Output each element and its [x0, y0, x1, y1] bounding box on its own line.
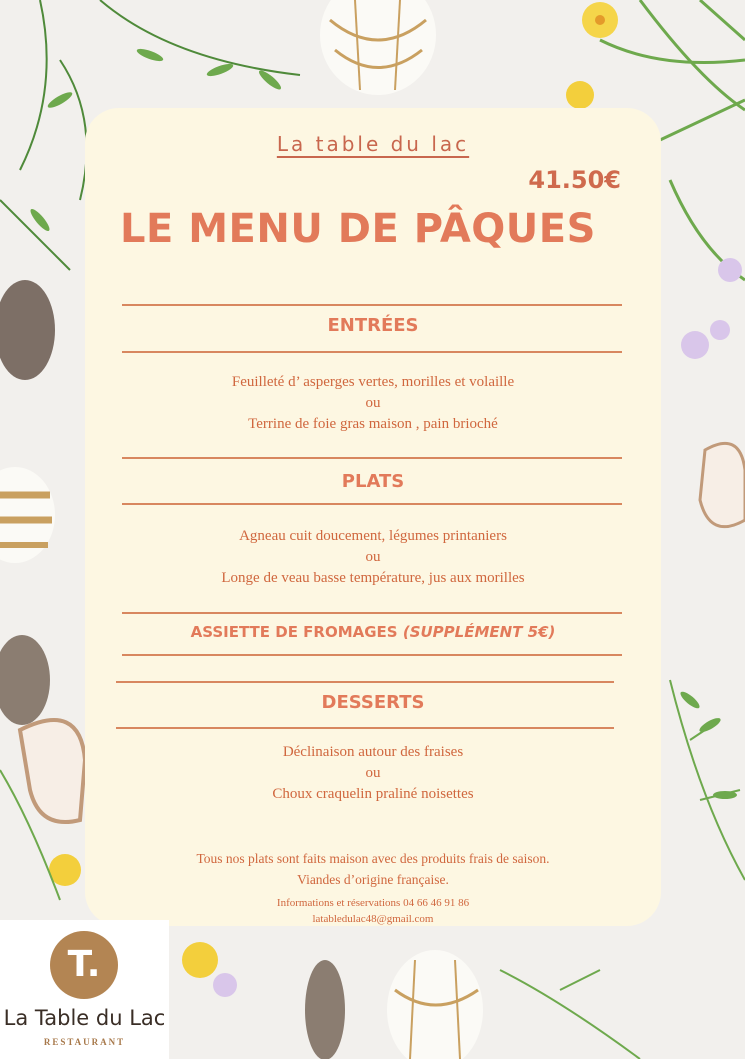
divider	[122, 351, 622, 353]
fromages-label: ASSIETTE DE FROMAGES	[190, 623, 398, 641]
footer-email: latabledulac48@gmail.com	[312, 913, 434, 925]
logo-subtitle: RESTAURANT	[43, 1037, 126, 1047]
divider	[122, 654, 622, 656]
bunny-cookie-icon	[700, 443, 745, 526]
restaurant-logo	[0, 920, 169, 1059]
menu-title: LE MENU DE PÂQUES	[120, 206, 596, 252]
fromages-supplement: (SUPPLÉMENT 5€)	[402, 623, 556, 641]
dish-separator: ou	[365, 765, 381, 781]
footer-note: Tous nos plats sont faits maison avec des produits frais de saison.	[196, 851, 550, 866]
menu-price: 41.50€	[528, 166, 621, 194]
dish-entree-2: Terrine de foie gras maison , pain brioché	[248, 416, 498, 432]
divider	[122, 457, 622, 459]
footer-note-origin: Viandes d’origine française.	[297, 872, 449, 887]
divider	[116, 727, 614, 729]
section-heading-plats: PLATS	[341, 471, 405, 492]
section-heading-entrees: ENTRÉES	[327, 315, 419, 336]
dish-dessert-2: Choux craquelin praliné noisettes	[272, 786, 474, 802]
divider	[122, 612, 622, 614]
dish-separator: ou	[365, 395, 381, 411]
divider	[122, 503, 622, 505]
dish-dessert-1: Déclinaison autour des fraises	[282, 744, 464, 760]
dish-entree-1: Feuilleté d’ asperges vertes, morilles et volaille	[231, 374, 515, 390]
footer-contact: Informations et réservations 04 66 46 91 86	[276, 897, 470, 909]
logo-name: La Table du Lac	[3, 1006, 166, 1030]
divider	[116, 681, 614, 683]
section-heading-fromages	[85, 623, 661, 641]
menu-card	[85, 108, 661, 926]
dish-plat-1: Agneau cuit doucement, légumes printaniers	[239, 528, 507, 544]
dish-separator: ou	[365, 549, 381, 565]
divider	[122, 304, 622, 306]
dish-plat-2: Longe de veau basse température, jus aux morilles	[221, 570, 525, 586]
restaurant-name: La table du lac	[276, 132, 470, 156]
logo-badge: T.	[50, 931, 118, 999]
section-heading-desserts: DESSERTS	[321, 692, 425, 713]
